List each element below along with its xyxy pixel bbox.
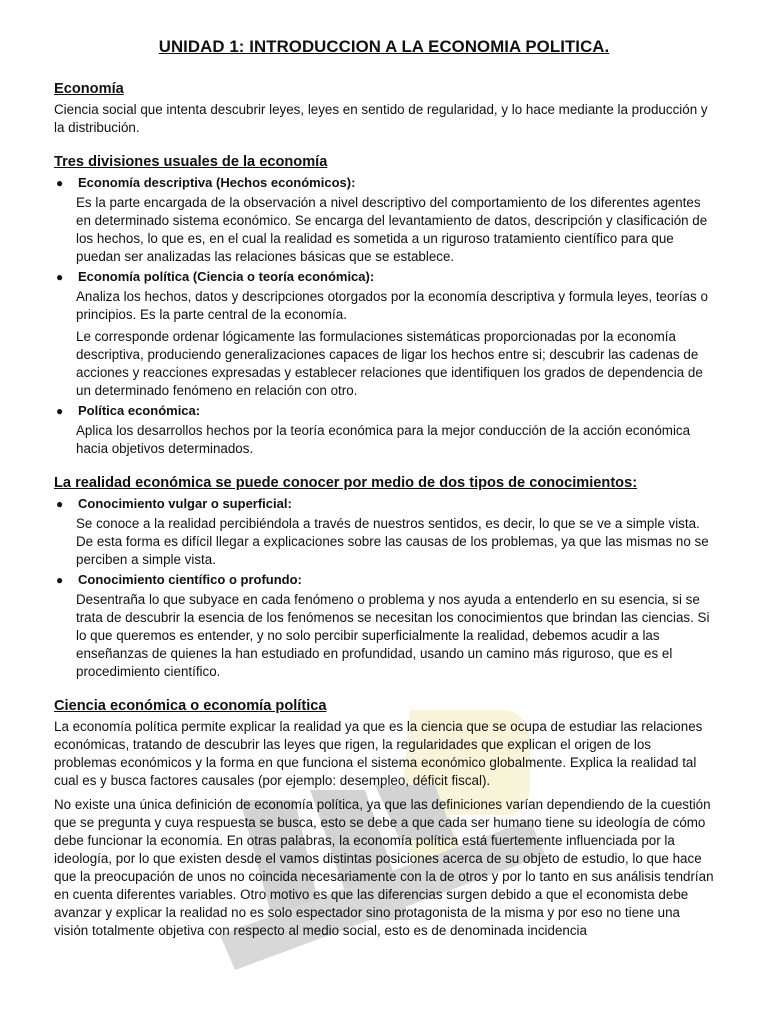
list-item: [54, 174, 714, 266]
section-ciencia: [54, 697, 714, 940]
bullet-icon: ●: [56, 270, 64, 284]
document-title: UNIDAD 1: INTRODUCCION A LA ECONOMIA POLITICA.: [158, 37, 610, 56]
item-label: Economía política (Ciencia o teoría económica):: [78, 269, 375, 284]
paragraph-ciencia-2: No existe una única definición de economía política, ya que las definiciones varían dependiendo de la cuestión que se pregunta y cuya respuesta se busca, esto se debe a que cada ser humano tiene su ideología de cómo debe funcionar la economía. En otras palabras, la economía política está fuertemente influenciada por la ideología, por lo que existen desde el vamos distintas posiciones acerca de su objeto de estudio, lo que hace que la preocupación de unos no coincida necesariamente con la de otros y por lo tanto en sus análisis tendrían en cuenta diferentes variables. Otro motivo es que las diferencias surgen debido a que el economista debe avanzar y explicar la realidad no es solo espectador sino protagonista de la misma y por eso no tiene una visión totalmente objetiva con respecto al medio social, esto es de denominada incidencia: [54, 797, 714, 938]
list-item: [54, 495, 714, 569]
heading-ciencia: Ciencia económica o economía política: [54, 698, 327, 714]
section-conocimientos: [54, 474, 714, 681]
list-item: [54, 268, 714, 400]
item-label: Política económica:: [78, 403, 201, 418]
bullet-icon: ●: [56, 497, 64, 511]
bullet-icon: ●: [56, 573, 64, 587]
item-paragraph: Le corresponde ordenar lógicamente las formulaciones sistemáticas proporcionadas por la economía descriptiva, produciendo generalizaciones capaces de ligar los hechos entre si; descubrir las cadenas de acciones y reacciones expresadas y establecer relaciones que identifiquen los grados de dependencia de un determinado fenómeno en relación con otro.: [76, 329, 703, 398]
heading-economia: Economía: [54, 81, 124, 97]
item-paragraph: Analiza los hechos, datos y descripciones otorgados por la economía descriptiva y formula leyes, teorías o principios. Es la parte central de la economía.: [76, 289, 708, 322]
document-page: [54, 36, 714, 956]
list-item: [54, 402, 714, 458]
conocimientos-list: [54, 495, 714, 681]
item-label: Conocimiento científico o profundo:: [78, 572, 302, 587]
bullet-icon: ●: [56, 176, 64, 190]
paragraph-economia: Ciencia social que intenta descubrir leyes, leyes en sentido de regularidad, y lo hace mediante la producción y la distribución.: [54, 102, 708, 135]
item-label: Conocimiento vulgar o superficial:: [78, 496, 292, 511]
heading-divisiones: Tres divisiones usuales de la economía: [54, 154, 328, 170]
item-paragraph: Aplica los desarrollos hechos por la teoría económica para la mejor conducción de la acción económica hacia objetivos determinados.: [76, 423, 691, 456]
section-economia: [54, 80, 714, 137]
divisiones-list: [54, 174, 714, 458]
item-paragraph: Se conoce a la realidad percibiéndola a través de nuestros sentidos, es decir, lo que se ve a simple vista. De esta forma es difícil llegar a explicaciones sobre las causas de los problemas, ya que las mismas no se perciben a simple vista.: [76, 516, 709, 567]
list-item: [54, 571, 714, 681]
paragraph-ciencia-1: La economía política permite explicar la realidad ya que es la ciencia que se ocupa de estudiar las relaciones económicas, tratando de descubrir las leyes que rigen, la regularidades que explican el origen de los problemas económicos y la forma en que funciona el sistema económico globalmente. Explica la realidad tal cual es y busca factores causales (por ejemplo: desempleo, déficit fiscal).: [54, 719, 703, 788]
heading-conocimientos: La realidad económica se puede conocer por medio de dos tipos de conocimientos:: [54, 475, 638, 491]
item-label: Economía descriptiva (Hechos económicos):: [78, 175, 356, 190]
bullet-icon: ●: [56, 404, 64, 418]
section-divisiones: [54, 153, 714, 458]
item-paragraph: Desentraña lo que subyace en cada fenómeno o problema y nos ayuda a entenderlo en su esencia, si se trata de descubrir la esencia de los fenómenos se necesitan los conocimientos que brindan las ciencias. Si lo que queremos es entender, y no solo percibir superficialmente la realidad, debemos acudir a las enseñanzas de quienes la han estudiado en profundidad, usando un camino más riguroso, que es el procedimiento científico.: [76, 592, 710, 679]
item-paragraph: Es la parte encargada de la observación a nivel descriptivo del comportamiento de los diferentes agentes en determinado sistema económico. Se encarga del levantamiento de datos, descripción y clasificación de los hechos, lo que es, en el cual la realidad es sometida a un riguroso tratamiento científico para que puedan ser analizadas las relaciones básicas que se establece.: [76, 195, 708, 264]
